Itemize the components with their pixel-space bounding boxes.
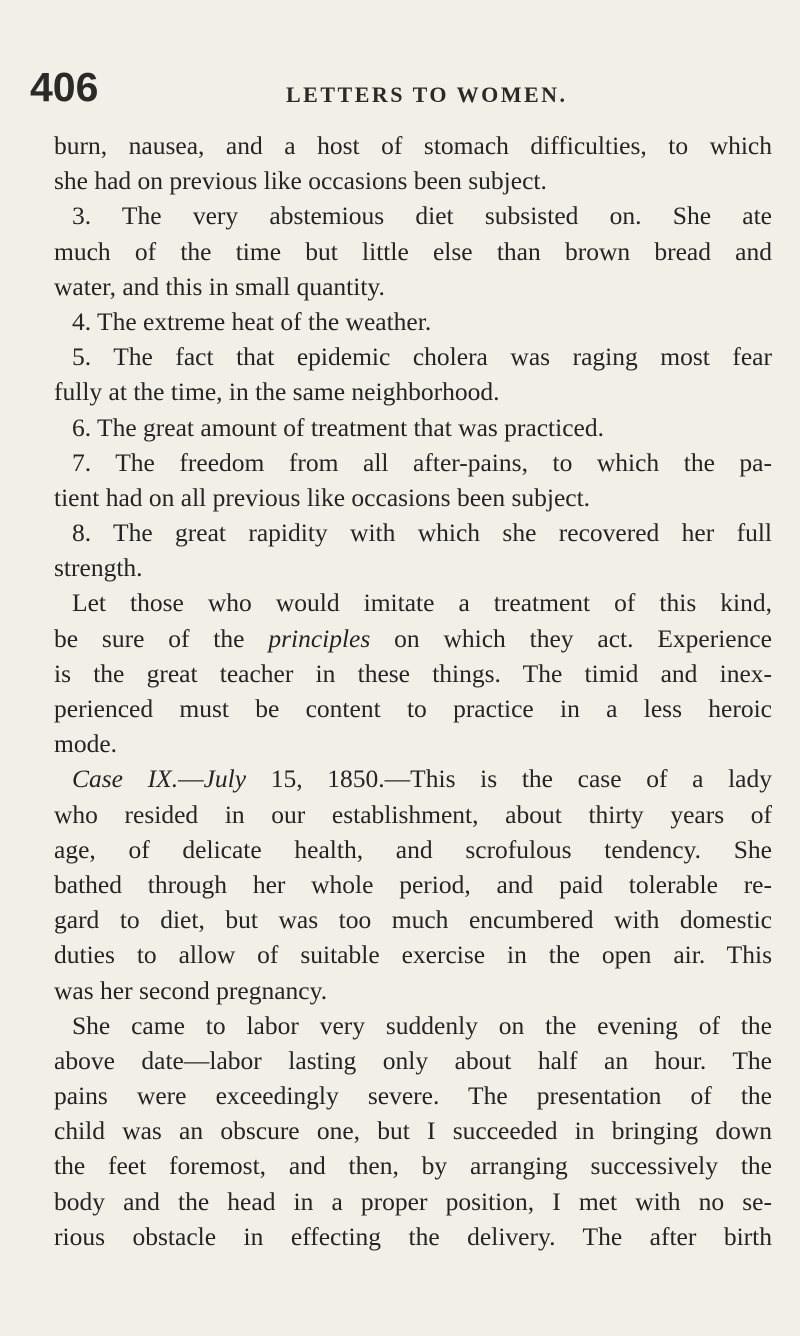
case-heading-line: Case IX.—July 15, 1850.—This is the case of a lady [72, 764, 772, 794]
text-line: duties to allow of suitable exercise in the open air. This [54, 940, 772, 970]
text-line: burn, nausea, and a host of stomach difficulties, to which [54, 131, 772, 160]
text-line: She came to labor very suddenly on the evening of the [72, 1010, 772, 1040]
text-line: gard to diet, but was too much encumbered with domestic [54, 905, 772, 935]
running-title: LETTERS TO WOMEN. [286, 82, 568, 107]
text-line: 3. The very abstemious diet subsisted on. She ate [72, 201, 772, 231]
text-line: age, of delicate health, and scrofulous tendency. She [54, 834, 772, 864]
text-line: mode. [54, 729, 118, 759]
text-line: is the great teacher in these things. The timid and inex- [54, 658, 772, 688]
text-line: strength. [54, 553, 143, 583]
italic-july: July [203, 764, 247, 794]
text-line: 4. The extreme heat of the weather. [72, 306, 432, 336]
text-line: was her second pregnancy. [54, 975, 328, 1005]
text-line: she had on previous like occasions been subject. [54, 166, 547, 196]
text-line: perienced must be content to practice in a less heroic [54, 694, 772, 723]
text-line: above date—labor lasting only about half an hour. The [54, 1045, 772, 1075]
text-line-with-italic: be sure of the principles on which they act. Experience [54, 623, 772, 653]
italic-case: Case IX. [72, 764, 179, 794]
text-line: body and the head in a proper position, I met with no se- [54, 1186, 772, 1216]
page-body [54, 128, 772, 1254]
text-line: fully at the time, in the same neighborhood. [54, 377, 500, 407]
page-number: 406 [30, 64, 99, 110]
text-line: pains were exceedingly severe. The presentation of the [54, 1081, 772, 1111]
text-line: 7. The freedom from all after-pains, to which the pa- [72, 447, 772, 477]
text-line: child was an obscure one, but I succeeded in bringing down [54, 1116, 772, 1146]
text-line: 5. The fact that epidemic cholera was raging most fear [72, 342, 772, 372]
text-line: Let those who would imitate a treatment of this kind, [72, 588, 772, 618]
italic-principles: principles [268, 623, 371, 653]
text-line: water, and this in small quantity. [54, 271, 385, 301]
text-line: 8. The great rapidity with which she recovered her full [72, 518, 772, 548]
text-line: tient had on all previous like occasions been subject. [54, 482, 591, 512]
text-line: 6. The great amount of treatment that was practiced. [72, 412, 604, 442]
text-line: much of the time but little else than brown bread and [54, 236, 772, 266]
text-line: rious obstacle in effecting the delivery. The after birth [54, 1221, 772, 1251]
text-line: the feet foremost, and then, by arranging successively the [54, 1151, 772, 1181]
text-line: who resided in our establishment, about thirty years of [54, 799, 772, 829]
text-line: bathed through her whole period, and paid tolerable re- [54, 869, 772, 899]
